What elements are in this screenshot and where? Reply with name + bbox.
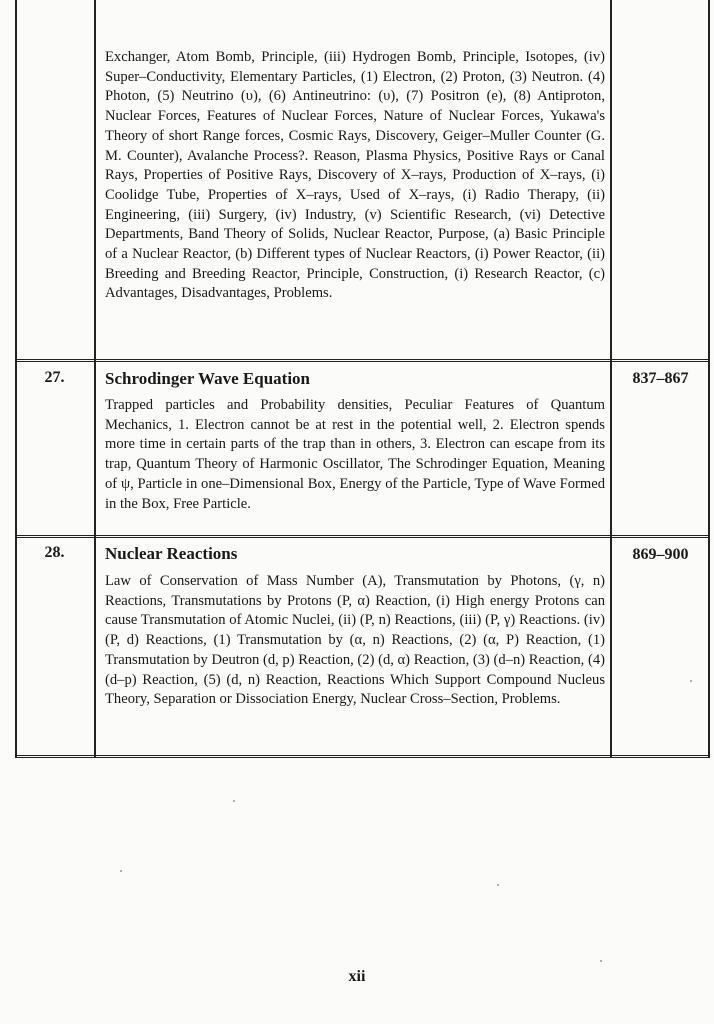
continued-entry-body: Exchanger, Atom Bomb, Principle, (iii) Hydrogen Bomb, Principle, Isotopes, (iv) Super–Conductivity, Elementary Particles, (1) Electron, (2) Proton, (3) Neutron. (4) Photon, (5) Neutrino (υ), (6) Antineutrino: (υ), (7) Positron (e), (8) Antiproton, Nuclear Forces, Features of Nuclear Forces, Nature of Nuclear Forces, Yukawa's Theory of short Range forces, Cosmic Rays, Discovery, Geiger–Muller Counter (G. M. Counter), Avalanche Process?. Reason, Plasma Physics, Positive Rays or Canal Rays, Properties of Positive Rays, Discovery of X–rays, Production of X–rays, (i) Coolidge Tube, Properties of X–rays, Used of X–rays, (i) Radio Therapy, (ii) Engineering, (iii) Surgery, (iv) Industry, (v) Scientific Research, (vi) Detective Departments, Band Theory of Solids, Nuclear Reactor, Purpose, (a) Basic Principle of a Nuclear Reactor, (b) Different types of Nuclear Reactors, (i) Power Reactor, (ii) Breeding and Breeding Reactor, Principle, Construction, (i) Research Reactor, (c) Advantages, Disadvantages, Problems. [105, 49, 605, 302]
scan-speck [120, 870, 122, 872]
entry-title: Nuclear Reactions [105, 544, 238, 563]
column-rule-number [94, 0, 96, 757]
scan-speck [497, 884, 499, 886]
entry-number: 27. [44, 369, 65, 386]
scan-speck [600, 960, 602, 962]
row-divider [15, 359, 710, 362]
entry-number: 28. [44, 544, 65, 561]
page-number: xii [348, 968, 366, 985]
entry-title: Schrodinger Wave Equation [105, 369, 310, 388]
entry-body: Law of Conservation of Mass Number (A), Transmutation by Photons, (γ, n) Reactions, Transmutations by Protons (P, α) Reaction, (i) High energy Protons can cause Transmutation of Atomic Nuclei, (ii) (P, n) Reactions, (iii) (P, γ) Reactions. (iv) (P, d) Reactions, (1) Transmutation by (α, n) Reactions, (2) (α, P) Reaction, (1) Transmutation by Deutron (d, p) Reaction, (2) (d, α) Reaction, (3) (d–n) Reaction, (4) (d–p) Reaction, (5) (d, n) Reaction, Reactions Which Support Compound Nucleus Theory, Separation or Dissociation Energy, Nuclear Cross–Section, Problems. [105, 573, 605, 708]
row-divider [15, 535, 710, 538]
entry-pages: 837–867 [632, 370, 689, 387]
scan-speck [233, 800, 235, 802]
entry-body: Trapped particles and Probability densities, Peculiar Features of Quantum Mechanics, 1. Electron cannot be at rest in the potential well, 2. Electron spends more time in certain parts of the trap than in others, 3. Electron can escape from its trap, Quantum Theory of Harmonic Oscillator, The Schrodinger Equation, Meaning of ψ, Particle in one–Dimensional Box, Energy of the Particle, Type of Wave Formed in the Box, Free Particle. [105, 397, 605, 512]
table-bottom-rule [15, 755, 710, 758]
entry-pages: 869–900 [632, 546, 689, 563]
scan-speck [690, 680, 692, 682]
